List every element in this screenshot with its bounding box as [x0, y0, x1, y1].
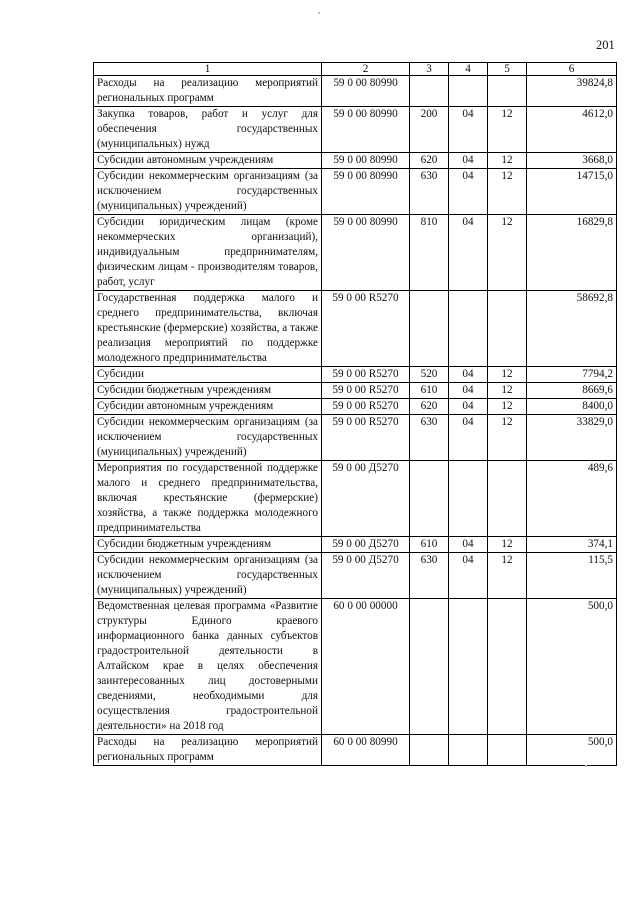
scan-speck	[585, 765, 587, 767]
row-col5-cell: 12	[488, 215, 527, 291]
row-code-cell: 60 0 00 80990	[322, 735, 410, 766]
row-amount-cell: 500,0	[527, 735, 617, 766]
row-code-cell: 59 0 00 80990	[322, 76, 410, 107]
row-col4-cell	[449, 599, 488, 735]
row-col5-cell	[488, 599, 527, 735]
row-col4-cell: 04	[449, 553, 488, 599]
row-name-cell: Субсидии некоммерческим организациям (за исключением государственных (муниципальных) учреждений)	[94, 169, 322, 215]
table-row	[94, 553, 617, 599]
row-amount-cell: 7794,2	[527, 367, 617, 383]
row-name-cell: Расходы на реализацию мероприятий региональных программ	[94, 76, 322, 107]
table-row	[94, 735, 617, 766]
row-col3-cell	[410, 76, 449, 107]
table-row	[94, 367, 617, 383]
table-header-row	[94, 63, 617, 76]
table-row	[94, 291, 617, 367]
row-amount-cell: 39824,8	[527, 76, 617, 107]
row-amount-cell: 14715,0	[527, 169, 617, 215]
row-code-cell: 59 0 00 R5270	[322, 415, 410, 461]
table-row	[94, 399, 617, 415]
row-name-cell: Расходы на реализацию мероприятий региональных программ	[94, 735, 322, 766]
row-code-cell: 59 0 00 R5270	[322, 291, 410, 367]
row-col4-cell: 04	[449, 153, 488, 169]
row-amount-cell: 33829,0	[527, 415, 617, 461]
row-col5-cell: 12	[488, 107, 527, 153]
table-row	[94, 537, 617, 553]
row-col3-cell: 520	[410, 367, 449, 383]
row-code-cell: 60 0 00 00000	[322, 599, 410, 735]
row-col4-cell: 04	[449, 537, 488, 553]
row-amount-cell: 58692,8	[527, 291, 617, 367]
row-code-cell: 59 0 00 R5270	[322, 383, 410, 399]
row-col5-cell	[488, 291, 527, 367]
row-code-cell: 59 0 00 80990	[322, 153, 410, 169]
row-col5-cell: 12	[488, 367, 527, 383]
header-cell: 1	[94, 63, 322, 76]
row-name-cell: Государственная поддержка малого и среднего предпринимательства, включая крестьянские (фермерские) хозяйства, а также реализация мероприятий по поддержке молодежного предпринимательства	[94, 291, 322, 367]
row-col5-cell	[488, 461, 527, 537]
header-cell: 3	[410, 63, 449, 76]
row-col3-cell: 620	[410, 153, 449, 169]
row-col5-cell: 12	[488, 537, 527, 553]
row-col3-cell: 610	[410, 383, 449, 399]
row-amount-cell: 500,0	[527, 599, 617, 735]
row-name-cell: Субсидии юридическим лицам (кроме некоммерческих организаций), индивидуальным предпринимателям, физическим лицам - производителям товаров, работ, услуг	[94, 215, 322, 291]
row-name-cell: Субсидии бюджетным учреждениям	[94, 383, 322, 399]
row-col3-cell: 200	[410, 107, 449, 153]
table-row	[94, 599, 617, 735]
row-col5-cell: 12	[488, 399, 527, 415]
table-row	[94, 76, 617, 107]
row-col3-cell	[410, 599, 449, 735]
row-code-cell: 59 0 00 80990	[322, 107, 410, 153]
row-col4-cell: 04	[449, 399, 488, 415]
table-row	[94, 383, 617, 399]
table-row	[94, 461, 617, 537]
row-col3-cell	[410, 735, 449, 766]
row-amount-cell: 489,6	[527, 461, 617, 537]
row-col5-cell: 12	[488, 153, 527, 169]
row-name-cell: Субсидии	[94, 367, 322, 383]
table-row	[94, 215, 617, 291]
row-col5-cell: 12	[488, 553, 527, 599]
row-name-cell: Субсидии автономным учреждениям	[94, 153, 322, 169]
row-col3-cell: 630	[410, 169, 449, 215]
page-number: 201	[596, 38, 615, 52]
row-col5-cell: 12	[488, 383, 527, 399]
row-col4-cell: 04	[449, 215, 488, 291]
row-col4-cell: 04	[449, 383, 488, 399]
row-name-cell: Субсидии некоммерческим организациям (за исключением государственных (муниципальных) учреждений)	[94, 415, 322, 461]
header-cell: 2	[322, 63, 410, 76]
row-code-cell: 59 0 00 Д5270	[322, 461, 410, 537]
header-cell: 5	[488, 63, 527, 76]
row-code-cell: 59 0 00 Д5270	[322, 537, 410, 553]
row-col3-cell	[410, 291, 449, 367]
row-col4-cell	[449, 735, 488, 766]
row-code-cell: 59 0 00 R5270	[322, 399, 410, 415]
row-col4-cell: 04	[449, 367, 488, 383]
row-col3-cell: 630	[410, 553, 449, 599]
row-name-cell: Субсидии некоммерческим организациям (за исключением государственных (муниципальных) учреждений)	[94, 553, 322, 599]
row-col3-cell: 810	[410, 215, 449, 291]
row-col5-cell: 12	[488, 415, 527, 461]
row-name-cell: Субсидии бюджетным учреждениям	[94, 537, 322, 553]
row-col4-cell: 04	[449, 169, 488, 215]
row-col4-cell	[449, 76, 488, 107]
row-amount-cell: 8669,6	[527, 383, 617, 399]
row-name-cell: Субсидии автономным учреждениям	[94, 399, 322, 415]
row-amount-cell: 4612,0	[527, 107, 617, 153]
row-col5-cell	[488, 735, 527, 766]
row-code-cell: 59 0 00 80990	[322, 215, 410, 291]
row-amount-cell: 3668,0	[527, 153, 617, 169]
row-code-cell: 59 0 00 80990	[322, 169, 410, 215]
row-name-cell: Ведомственная целевая программа «Развитие структуры Единого краевого информационного банка данных субъектов градостроительной деятельности в Алтайском крае в целях обеспечения заинтересованных лиц достоверными сведениями, необходимыми для осуществления градостроительной деятельности» на 2018 год	[94, 599, 322, 735]
row-amount-cell: 16829,8	[527, 215, 617, 291]
budget-table	[93, 62, 617, 766]
table-row	[94, 169, 617, 215]
row-amount-cell: 115,5	[527, 553, 617, 599]
row-col4-cell	[449, 291, 488, 367]
row-col4-cell: 04	[449, 107, 488, 153]
row-name-cell: Мероприятия по государственной поддержке малого и среднего предпринимательства, включая крестьянские (фермерские) хозяйства, а также поддержка молодежного предпринимательства	[94, 461, 322, 537]
row-code-cell: 59 0 00 Д5270	[322, 553, 410, 599]
table-row	[94, 107, 617, 153]
row-col3-cell: 620	[410, 399, 449, 415]
row-col4-cell	[449, 461, 488, 537]
table-row	[94, 415, 617, 461]
scan-speck	[318, 12, 320, 14]
row-col5-cell	[488, 76, 527, 107]
header-cell: 6	[527, 63, 617, 76]
row-col5-cell: 12	[488, 169, 527, 215]
row-amount-cell: 8400,0	[527, 399, 617, 415]
row-col3-cell	[410, 461, 449, 537]
table-row	[94, 153, 617, 169]
header-cell: 4	[449, 63, 488, 76]
row-name-cell: Закупка товаров, работ и услуг для обеспечения государственных (муниципальных) нужд	[94, 107, 322, 153]
row-col3-cell: 630	[410, 415, 449, 461]
row-col4-cell: 04	[449, 415, 488, 461]
row-amount-cell: 374,1	[527, 537, 617, 553]
row-col3-cell: 610	[410, 537, 449, 553]
row-code-cell: 59 0 00 R5270	[322, 367, 410, 383]
